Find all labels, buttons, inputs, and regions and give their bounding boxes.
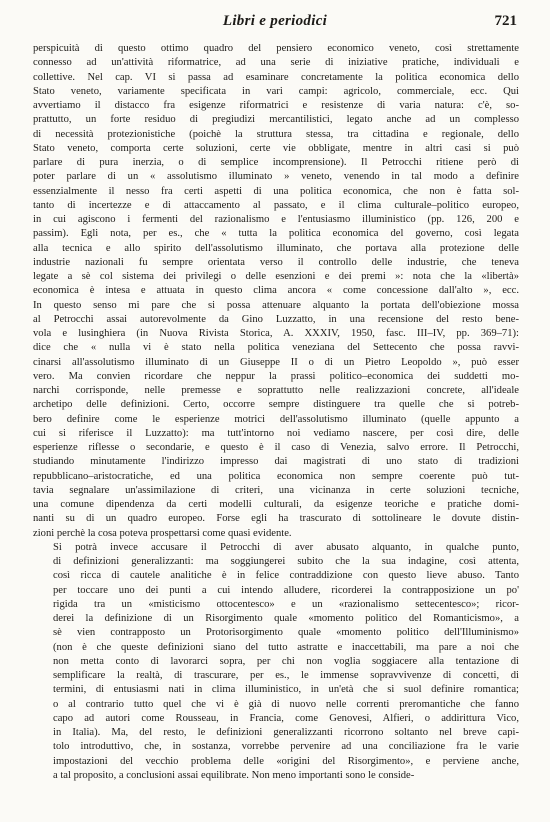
text-line: in cui agiscono i fermenti del razionalismo e l'entusiasmo illuministico (pp. 126, 200 e xyxy=(33,214,519,225)
text-line: di necessità protezionistiche (poichè la struttura stessa, tra cittadina e regionale, dello xyxy=(33,128,519,140)
text-line: repubblicano–aristocratiche, ed una politica economica non sempre coerente può tut- xyxy=(33,470,519,482)
text-line: semplificare la realtà, di trascurare, per es., le immense sopravvivenze di concetti, di xyxy=(53,670,519,681)
text-line: non metta conto di lavorarci sopra, per chi non voglia soggiacere alla tentazione di xyxy=(53,655,519,667)
text-line: in Italia). Ma, del resto, le definizioni generalizzanti ricorrono soltanto nel breve capi- xyxy=(53,727,519,738)
text-line: passim). Egli nota, per es., che « tutta la politica economica del governo, così legata xyxy=(33,228,519,240)
text-line: esperienze riflesse o secondarie, e questo è il caso di Venezia, salvo errore. Il Petrocchi, xyxy=(33,442,519,453)
text-line: o al contrario tutto quel che vi è già di nuovo nelle correnti preromantiche che fanno xyxy=(53,698,519,710)
text-line: nanti su di un quadro europeo. Forse egli ha trascurato di sottolineare le dovute distin- xyxy=(33,513,519,525)
text-line: Stato veneto, variamente specificata in vari campi: agricolo, commerciale, ecc. Qui xyxy=(33,85,519,97)
text-line: In questo senso mi pare che si possa attenuare alquanto la portata dell'obiezione mossa xyxy=(33,299,519,311)
text-line: poter parlare di un « assolutismo illuminato » veneto, venendo in tal modo a definire xyxy=(33,171,519,183)
text-line: prattutto, un forte residuo di pregiudizi mercantilistici, legato anche ad un complesso xyxy=(33,114,519,126)
text-line: tavia segnalare un'assimilazione di criteri, una vicinanza in certe soluzioni tecniche, xyxy=(33,484,519,496)
text-line: per toccare uno dei punti a cui intendo alludere, ricorderei la contrapposizione un po' xyxy=(53,584,519,596)
text-line: parlare di pura inerzia, o di semplice incomprensione). Il Petrocchi ritiene però di xyxy=(33,157,519,168)
running-head xyxy=(0,10,550,34)
text-line: rigida tra un «misticismo ottocentesco» e un «razionalismo settecentesco»; ricor- xyxy=(53,598,519,610)
text-line: collettive. Nel cap. VI si passa ad esaminare concretamente la politica economica dello xyxy=(33,71,519,83)
page-number: 721 xyxy=(494,13,517,29)
text-line: studiando minutamente l'indirizzo impresso dai magistrati di uno stato di tradizioni xyxy=(33,456,519,468)
text-line: così ricca di cautele analitiche è in felice contraddizione con questo lieve abuso. Tanto xyxy=(53,570,519,582)
text-line: capo ad autori come Rousseau, in Francia, come Genovesi, Alfieri, o addirittura Vico, xyxy=(53,712,519,724)
text-line: bero definire come le esperienze motrici dell'assolutismo illuminato (quelle appunto a xyxy=(33,413,519,425)
text-line: cinarsi all'assolutismo illuminato di un Giuseppe II o di un Pietro Leopoldo », può esser xyxy=(33,356,519,368)
text-line: una comune dipendenza da certi modelli culturali, da esigenze teoriche e pratiche domi- xyxy=(33,499,519,510)
text-line: narchi corrisponde, nelle premesse e soprattutto nelle realizzazioni concrete, all'ideale xyxy=(33,385,519,396)
text-line: industrie nazionali fu sempre orientata verso il controllo delle industrie, che teneva xyxy=(33,256,519,268)
text-line: derei la definizione di un Risorgimento quale «momento politico del Romanticismo», a xyxy=(53,613,519,624)
text-line: impostazioni del vecchio problema delle «origini del Risorgimento», e perviene anche, xyxy=(53,755,519,767)
text-line: cui si riferisce il Luzzatto): ma tutt'intorno noi vediamo nascere, per così dire, delle xyxy=(33,427,519,439)
text-line: economica è intesa e attuata in questo clima ancora « come concessione dall'alto », ecc. xyxy=(33,285,519,297)
text-line: essenzialmente il nesso fra certi aspetti di una politica economica, che non è fatta sol- xyxy=(33,185,519,197)
text-line: vola e lusinghiera (in Nuova Rivista Storica, A. XXXIV, 1950, fasc. III–IV, pp. 369–71): xyxy=(33,328,519,339)
text-line: connesso ad un'attività riformatrice, ad una serie di iniziative pratiche, individuali e xyxy=(33,57,519,69)
text-line: vero. Ma convien ricordare che neppur la prassi politico–economica dei suddetti mo- xyxy=(33,370,519,382)
running-title: Libri e periodici xyxy=(222,13,328,29)
text-line: zioni perchè la cosa poteva prospettarsi come quasi evidente. xyxy=(33,527,292,539)
text-line: termini, di entusiasmi nati in clima illuministico, in un'età che si suol definire romantica; xyxy=(53,684,519,696)
paragraph xyxy=(33,541,519,783)
text-line: perspicuità di questo ottimo quadro del pensiero economico veneto, così strettamente xyxy=(33,43,519,54)
text-line: al Petrocchi assai autorevolmente da Gino Luzzatto, in una recensione del resto bene- xyxy=(33,313,519,325)
text-line: tanto di incertezze e di attaccamento al passato, e il clima culturale–politico europeo, xyxy=(33,199,519,211)
text-line: Stato veneto, comporta certe soluzioni, certe vie obbligate, mentre in altri casi si può xyxy=(33,142,519,154)
text-line: alla tecnica e allo spirito dell'assolutismo illuminato, che portava alla protezione delle xyxy=(33,242,519,254)
text-line: avvertiamo il distacco fra esigenze riformatrici e resistenze di varia natura: c'è, so- xyxy=(33,100,519,111)
text-line: sè vien contrapposto un Protorisorgimento quale «momento politico dell'Illuminismo» xyxy=(53,627,519,639)
text-line: a tal proposito, a conclusioni assai equilibrate. Non meno importanti sono le conside- xyxy=(53,769,415,781)
text-line: legate a sè col sistema dei privilegi o delle esenzioni e dei premi »: nota che la «libertà» xyxy=(33,271,519,282)
text-line: Si potrà invece accusare il Petrocchi di aver abusato alquanto, in qualche punto, xyxy=(53,541,519,553)
text-line: tolo introduttivo, che, in sostanza, vorrebbe pervenire ad una conciliazione fra le varie xyxy=(53,741,519,753)
body-text xyxy=(33,42,519,783)
text-line: dice che « nulla vi è stato nella politica veneziana del Settecento che possa ravvi- xyxy=(33,342,519,354)
paragraph xyxy=(33,42,519,541)
text-line: archetipo delle definizioni. Certo, occorre sempre distinguere tra quelle che si potreb- xyxy=(33,399,519,411)
text-line: di definizioni generalizzanti: ma soggiungerei subito che la sua indagine, così attenta, xyxy=(53,556,519,567)
text-line: (non è che queste definizioni siano del tutto astratte e inaccettabili, ma pare a noi che xyxy=(53,641,519,653)
